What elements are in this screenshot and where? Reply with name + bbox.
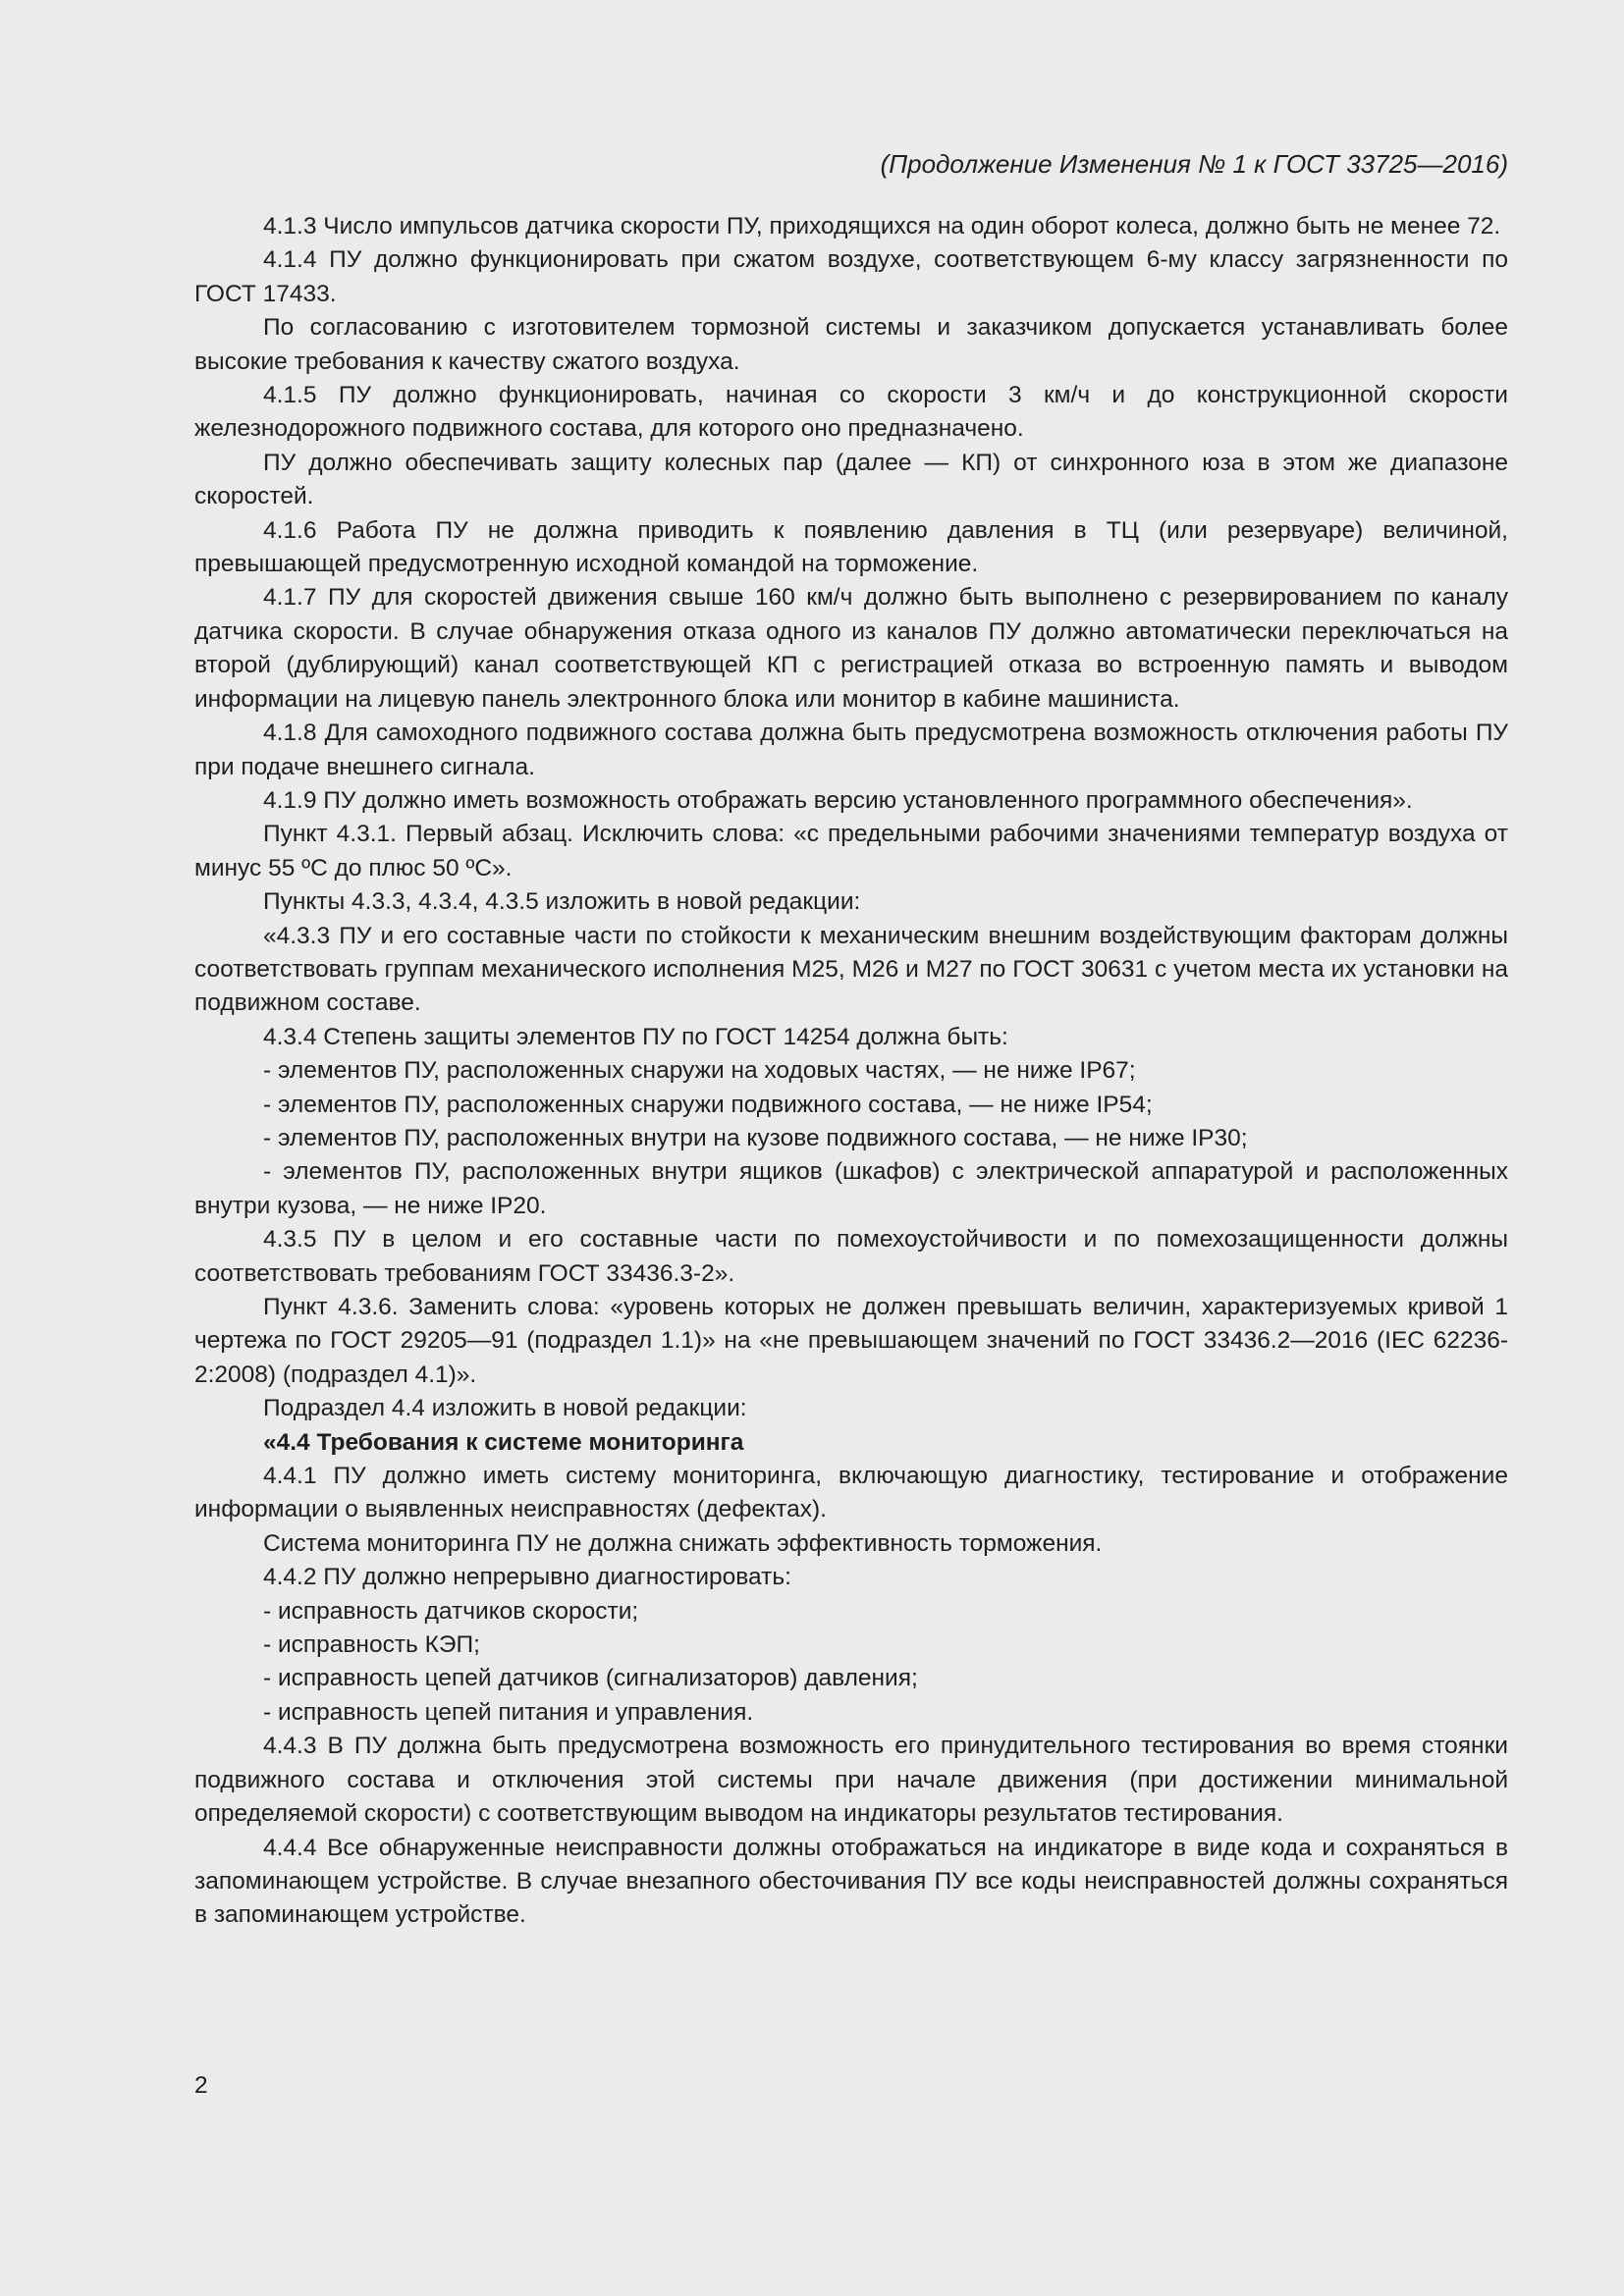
list-item-ip30: - элементов ПУ, расположенных внутри на кузове подвижного состава, — не ниже IP30; bbox=[263, 1124, 1248, 1151]
list-item-speed-sensors: - исправность датчиков скорости; bbox=[263, 1597, 639, 1625]
paragraph-4-1-9: 4.1.9 ПУ должно иметь возможность отображать версию установленного программного обеспечения». bbox=[263, 786, 1413, 814]
paragraph-4-3-5: 4.3.5 ПУ в целом и его составные части по помехоустойчивости и по помехозащищенности должны соответствовать требованиям ГОСТ 33436.3-2». bbox=[194, 1226, 1508, 1287]
page-number: 2 bbox=[194, 2072, 208, 2099]
paragraph-subsection-4-4: Подраздел 4.4 изложить в новой редакции: bbox=[263, 1395, 747, 1422]
paragraph-item-4-3-1: Пункт 4.3.1. Первый абзац. Исключить слова: «с предельными рабочими значениями температур воздуха от минус 55 ºС до плюс 50 ºС». bbox=[194, 821, 1508, 881]
document-body bbox=[194, 210, 1508, 1933]
list-item-power-control: - исправность цепей питания и управления. bbox=[263, 1698, 754, 1726]
paragraph-4-1-7: 4.1.7 ПУ для скоростей движения свыше 160 км/ч должно быть выполнено с резервированием по каналу датчика скорости. В случае обнаружения отказа одного из каналов ПУ должно автоматически переключаться на второй (дублирующий) канал соответствующей КП с регистрацией отказа во встроенную память и выводом информации на лицевую панель электронного блока или монитор в кабине машиниста. bbox=[194, 584, 1508, 713]
paragraph-monitoring-efficiency: Система мониторинга ПУ не должна снижать эффективность торможения. bbox=[263, 1529, 1103, 1557]
paragraph-4-1-8: 4.1.8 Для самоходного подвижного состава должна быть предусмотрена возможность отключения работы ПУ при подаче внешнего сигнала. bbox=[194, 720, 1508, 780]
running-header: (Продолжение Изменения № 1 к ГОСТ 33725—2016) bbox=[880, 149, 1508, 179]
list-item-ip67: - элементов ПУ, расположенных снаружи на ходовых частях, — не ниже IP67; bbox=[263, 1057, 1136, 1085]
paragraph-4-4-1: 4.4.1 ПУ должно иметь систему мониторинга, включающую диагностику, тестирование и отображение информации о выявленных неисправностях (дефектах). bbox=[194, 1463, 1508, 1523]
list-item-ip20: - элементов ПУ, расположенных внутри ящиков (шкафов) с электрической аппаратурой и расположенных внутри кузова, — не ниже IP20. bbox=[194, 1158, 1508, 1219]
list-item-pressure-sensors: - исправность цепей датчиков (сигнализаторов) давления; bbox=[263, 1665, 918, 1692]
paragraph-4-4-2: 4.4.2 ПУ должно непрерывно диагностировать: bbox=[263, 1564, 791, 1591]
paragraph-4-4-3: 4.4.3 В ПУ должна быть предусмотрена возможность его принудительного тестирования во время стоянки подвижного состава и отключения этой системы при начале движения (при достижении минимальной определяемой скорости) с соответствующим выводом на индикаторы результатов тестирования. bbox=[194, 1733, 1508, 1828]
section-heading-4-4: «4.4 Требования к системе мониторинга bbox=[263, 1428, 744, 1456]
paragraph-4-1-5: 4.1.5 ПУ должно функционировать, начиная со скорости 3 км/ч и до конструкционной скорости железнодорожного подвижного состава, для которого оно предназначено. bbox=[194, 382, 1508, 443]
paragraph-item-4-3-6: Пункт 4.3.6. Заменить слова: «уровень которых не должен превышать величин, характеризуемых кривой 1 чертежа по ГОСТ 29205—91 (подраздел 1.1)» на «не превышающем значений по ГОСТ 33436.2—2016 (IEC 62236-2:2008) (подраздел 4.1)». bbox=[194, 1294, 1508, 1388]
paragraph-4-1-3: 4.1.3 Число импульсов датчика скорости ПУ, приходящихся на один оборот колеса, должно быть не менее 72. bbox=[263, 213, 1501, 240]
paragraph-4-1-4: 4.1.4 ПУ должно функционировать при сжатом воздухе, соответствующем 6-му классу загрязненности по ГОСТ 17433. bbox=[194, 246, 1508, 307]
paragraph-wheelset-protection: ПУ должно обеспечивать защиту колесных пар (далее — КП) от синхронного юза в этом же диапазоне скоростей. bbox=[194, 449, 1508, 510]
paragraph-4-3-3: «4.3.3 ПУ и его составные части по стойкости к механическим внешним воздействующим факторам должны соответствовать группам механического исполнения М25, М26 и М27 по ГОСТ 30631 с учетом места их установки на подвижном составе. bbox=[194, 922, 1508, 1017]
paragraph-agreement: По согласованию с изготовителем тормозной системы и заказчиком допускается устанавливать более высокие требования к качеству сжатого воздуха. bbox=[194, 314, 1508, 375]
paragraph-4-1-6: 4.1.6 Работа ПУ не должна приводить к появлению давления в ТЦ (или резервуаре) величиной, превышающей предусмотренную исходной командой на торможение. bbox=[194, 516, 1508, 578]
list-item-kep: - исправность КЭП; bbox=[263, 1631, 480, 1659]
list-item-ip54: - элементов ПУ, расположенных снаружи подвижного состава, — не ниже IP54; bbox=[263, 1091, 1153, 1118]
paragraph-items-new-edition: Пункты 4.3.3, 4.3.4, 4.3.5 изложить в новой редакции: bbox=[263, 888, 861, 916]
paragraph-4-3-4: 4.3.4 Степень защиты элементов ПУ по ГОСТ 14254 должна быть: bbox=[263, 1023, 1008, 1050]
paragraph-4-4-4: 4.4.4 Все обнаруженные неисправности должны отображаться на индикаторе в виде кода и сохраняться в запоминающем устройстве. В случае внезапного обесточивания ПУ все коды неисправностей должны сохраняться в запоминающем устройстве. bbox=[194, 1834, 1508, 1929]
